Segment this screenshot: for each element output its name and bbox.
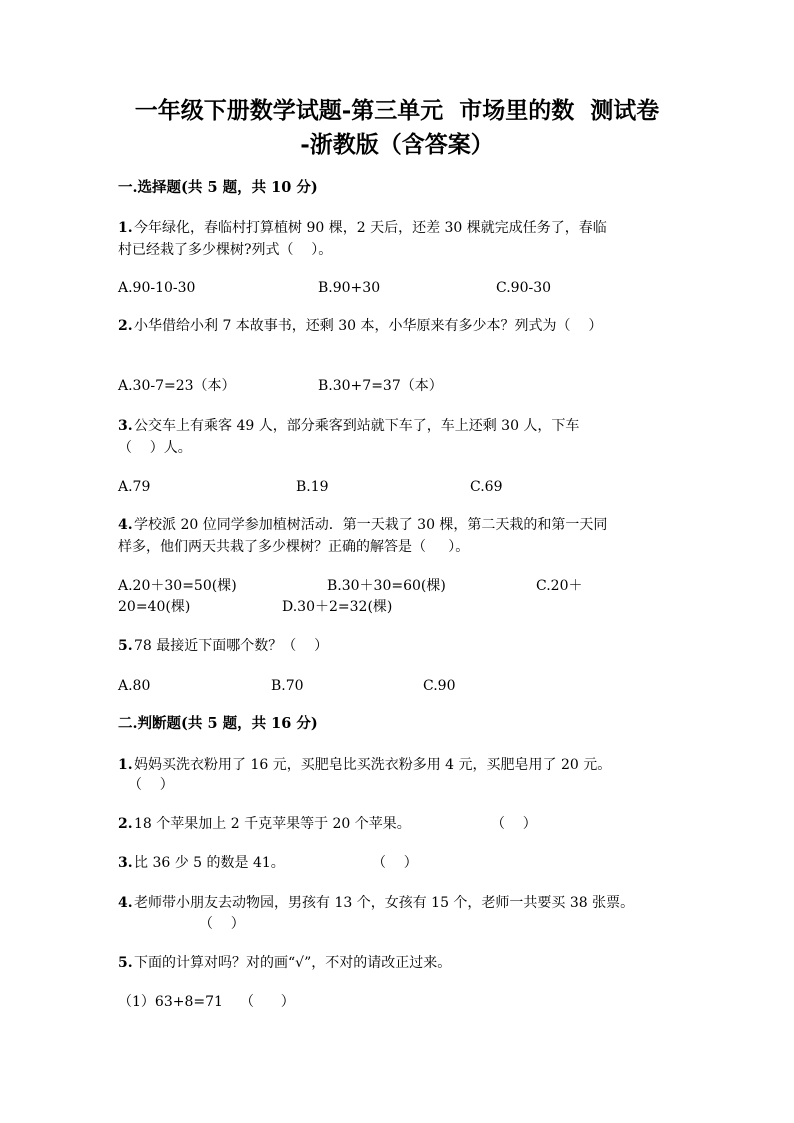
question-number: 3. [118,418,133,434]
option-c-continued: 20=40(棵) [118,599,191,615]
option-a: A.90-10-30 [118,280,196,296]
question-text: 村已经栽了多少棵树?列式（ ）。 [118,242,333,258]
question-number: 2. [118,318,133,334]
question-text: 78 最接近下面哪个数？（ ） [134,638,329,654]
question-number: 5. [118,955,133,971]
option-a: A.30-7=23（本） [118,378,236,394]
answer-blank: （ ） [128,777,174,793]
question-text: 今年绿化，春临村打算植树 90 棵，2 天后，还差 30 棵就完成任务了，春临 [134,220,607,236]
option-c: C.69 [470,479,503,495]
question-number: 2. [118,816,133,832]
section-heading-judgement: 二.判断题(共 5 题，共 16 分) [118,715,318,732]
option-c: C.20＋ [536,578,583,594]
question-text: 样多，他们两天共栽了多少棵树？正确的解答是（ ）。 [118,539,470,555]
option-b: B.19 [296,479,329,495]
option-b: B.30+7=37（本） [318,378,443,394]
question-number: 1. [118,220,133,236]
option-a: A.20＋30=50(棵) [118,578,237,594]
title-line-2: -浙教版（含答案） [300,131,494,158]
option-b: B.90+30 [318,280,381,296]
option-c: C.90 [423,678,456,694]
question-number: 1. [118,757,133,773]
sub-question: （1）63+8=71 [118,994,223,1010]
option-a: A.79 [118,479,151,495]
question-text: 公交车上有乘客 49 人，部分乘客到站就下车了，车上还剩 30 人，下车 [134,418,580,434]
option-b: B.30＋30=60(棵) [327,578,446,594]
question-number: 4. [118,895,133,911]
question-text: （ ）人。 [118,440,192,456]
question-text: 18 个苹果加上 2 千克苹果等于 20 个苹果。 [134,816,411,832]
answer-blank: （ ） [199,916,245,932]
answer-blank: （ ） [491,816,537,832]
section-heading-choice: 一.选择题(共 5 题，共 10 分) [118,179,318,196]
question-number: 3. [118,855,133,871]
question-text: 老师带小朋友去动物园，男孩有 13 个，女孩有 15 个，老师一共要买 38 张票。 [134,895,635,911]
answer-blank: （ ） [372,855,418,871]
option-a: A.80 [118,678,151,694]
title-line-1: 一年级下册数学试题-第三单元 市场里的数 测试卷 [134,97,660,124]
option-d: D.30＋2=32(棵) [282,599,393,615]
question-text: 学校派 20 位同学参加植树活动．第一天栽了 30 棵，第二天栽的和第一天同 [134,517,608,533]
option-c: C.90-30 [496,280,552,296]
question-text: 妈妈买洗衣粉用了 16 元，买肥皂比买洗衣粉多用 4 元，买肥皂用了 20 元。 [134,757,612,773]
question-number: 4. [118,517,133,533]
question-text: 小华借给小利 7 本故事书，还剩 30 本，小华原来有多少本？列式为（ ） [134,318,603,334]
question-text: 下面的计算对吗？对的画“√”，不对的请改正过来。 [134,955,452,971]
question-number: 5. [118,638,133,654]
option-b: B.70 [271,678,304,694]
answer-blank: （ ） [240,994,295,1010]
question-text: 比 36 少 5 的数是 41。 [134,855,285,871]
